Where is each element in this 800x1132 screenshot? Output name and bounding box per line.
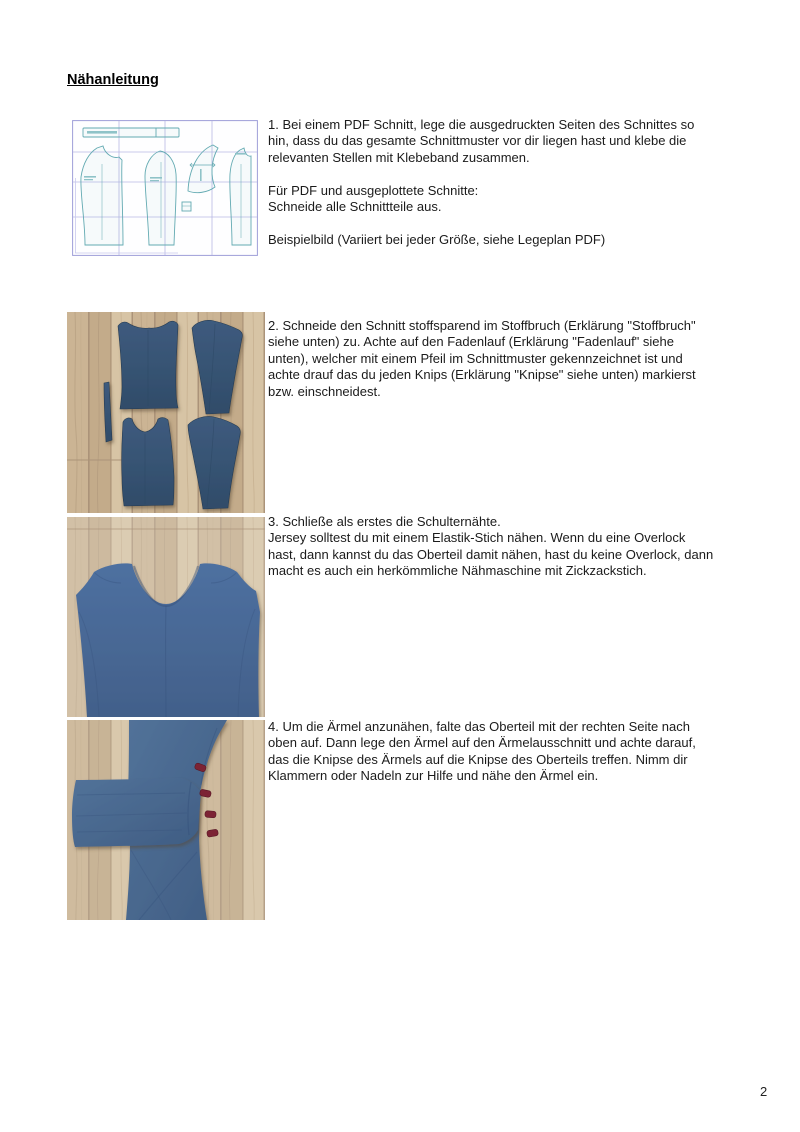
text-line: das die Knipse des Ärmels auf die Knipse des Oberteils treffen. Nimm dir bbox=[268, 751, 688, 767]
text-line bbox=[268, 166, 750, 182]
text-line: 4. Um die Ärmel anzunähen, falte das Oberteil mit der rechten Seite nach bbox=[268, 719, 690, 734]
text-line: unten), welcher mit einem Pfeil im Schnittmuster gekennzeichnet ist und bbox=[268, 350, 683, 366]
back-bodice-piece bbox=[230, 148, 251, 245]
step-3-text bbox=[268, 514, 750, 580]
sleeve-piece bbox=[72, 778, 201, 847]
step-2-text bbox=[268, 318, 750, 400]
photo-sleeve-clipped-to-armhole bbox=[67, 720, 265, 920]
sleeve-piece bbox=[145, 151, 176, 245]
text-line: 1. Bei einem PDF Schnitt, lege die ausgedruckten Seiten des Schnittes so bbox=[268, 117, 695, 132]
text-line: Schneide alle Schnittteile aus. bbox=[268, 199, 442, 215]
step-4-text bbox=[268, 719, 750, 785]
text-line: achte drauf das du jeden Knips (Erklärung "Knipse" siehe unten) markierst bbox=[268, 367, 696, 383]
photo-shoulder-seams-closed bbox=[67, 517, 265, 717]
text-line: 2. Schneide den Schnitt stoffsparend im Stoffbruch (Erklärung "Stoffbruch" bbox=[268, 318, 696, 333]
text-line: bzw. einschneidest. bbox=[268, 383, 381, 399]
text-line: hast, dann kannst du das Oberteil damit nähen, hast du keine Overlock, dann bbox=[268, 546, 714, 562]
text-line: siehe unten) zu. Achte auf den Fadenlauf (Erklärung "Fadenlauf" siehe bbox=[268, 334, 674, 350]
page-number: 2 bbox=[760, 1084, 768, 1099]
page-title: Nähanleitung bbox=[67, 72, 159, 88]
text-line: Jersey solltest du mit einem Elastik-Stich nähen. Wenn du eine Overlock bbox=[268, 530, 686, 546]
pattern-layout-svg bbox=[72, 120, 258, 256]
pattern-layout-diagram bbox=[72, 120, 258, 256]
photo-cut-fabric-pieces bbox=[67, 312, 265, 513]
test-square bbox=[182, 202, 191, 211]
text-line: Klammern oder Nadeln zur Hilfe und nähe den Ärmel ein. bbox=[268, 768, 599, 784]
shoulder-seam-svg bbox=[67, 517, 265, 717]
text-line: macht es auch ein herkömmliche Nähmaschine mit Zickzackstich. bbox=[268, 563, 647, 579]
text-line: Für PDF und ausgeplottete Schnitte: bbox=[268, 182, 479, 198]
text-line bbox=[268, 215, 750, 231]
text-line: 3. Schließe als erstes die Schulternähte. bbox=[268, 514, 501, 529]
step-1-text bbox=[268, 117, 750, 248]
text-line: relevanten Stellen mit Klebeband zusammen. bbox=[268, 149, 530, 165]
sleeve-pinning-svg bbox=[67, 720, 265, 920]
text-line: Beispielbild (Variiert bei jeder Größe, siehe Legeplan PDF) bbox=[268, 231, 606, 247]
cut-pieces-svg bbox=[67, 312, 265, 513]
text-line: hin, dass du das gesamte Schnittmuster vor dir liegen hast und klebe die bbox=[268, 133, 687, 149]
text-line: oben auf. Dann lege den Ärmel auf den Ärmelausschnitt und achte darauf, bbox=[268, 735, 696, 751]
